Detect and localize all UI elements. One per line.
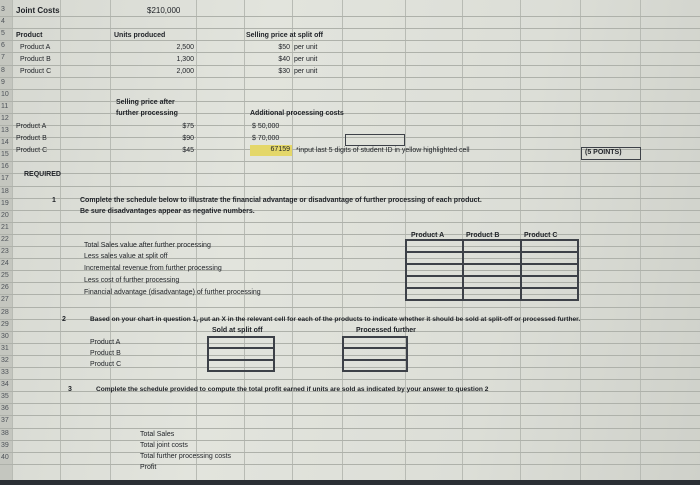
row-gridline: [0, 113, 700, 114]
after-c-price[interactable]: $45: [182, 147, 194, 154]
q1-row-advantage: Financial advantage (disadvantage) of further processing: [84, 289, 261, 296]
screen-bottom-edge: [0, 480, 700, 485]
row-number[interactable]: 6: [1, 42, 5, 50]
row-gridline: [0, 440, 700, 441]
q2-split-cell[interactable]: [208, 337, 274, 348]
q1-cell[interactable]: [406, 240, 463, 252]
product-a-price[interactable]: $50: [278, 44, 290, 51]
row-number[interactable]: 14: [1, 139, 9, 147]
student-id-highlighted-cell[interactable]: 67159: [250, 145, 292, 156]
q3-row-profit: Profit: [140, 464, 157, 471]
q1-row-less-cost: Less cost of further processing: [84, 277, 180, 284]
gridline: [60, 0, 61, 485]
q2-processed-column: [342, 336, 408, 372]
row-number[interactable]: 12: [1, 114, 9, 122]
after-b-price[interactable]: $90: [182, 135, 194, 142]
product-c-price[interactable]: $30: [278, 68, 290, 75]
row-number[interactable]: 3: [1, 6, 5, 13]
row-gridline: [0, 173, 700, 174]
product-b-label[interactable]: Product B: [20, 56, 51, 63]
row-gridline: [0, 40, 700, 41]
additional-costs-header[interactable]: Additional processing costs: [250, 110, 344, 117]
row-number[interactable]: 33: [1, 369, 9, 376]
after-header-line2[interactable]: further processing: [116, 110, 178, 117]
row-number[interactable]: 15: [1, 151, 9, 159]
row-number[interactable]: 35: [1, 393, 9, 401]
gridline: [244, 0, 245, 485]
row-number[interactable]: 27: [1, 296, 9, 304]
row-number[interactable]: 9: [1, 78, 5, 86]
gridline: [640, 0, 641, 485]
after-a-cost[interactable]: $ 50,000: [252, 123, 280, 130]
q1-instruction-line1: Complete the schedule below to illustrate the financial advantage or disadvantage of further processing of each product.: [80, 197, 482, 204]
product-c-per: per unit: [294, 68, 318, 75]
row-gridline: [0, 452, 700, 453]
row-gridline: [0, 89, 700, 90]
row-number[interactable]: 16: [1, 163, 9, 171]
q3-row-total-sales: Total Sales: [140, 431, 175, 438]
row-number[interactable]: 21: [1, 223, 9, 231]
row-gridline: [0, 186, 700, 187]
q2-processed-cell[interactable]: [343, 348, 407, 359]
product-a-label[interactable]: Product A: [20, 44, 51, 51]
q1-cell[interactable]: [463, 264, 520, 276]
q2-row-product-b: Product B: [90, 350, 121, 357]
q2-col-processed: Processed further: [356, 327, 416, 334]
row-number[interactable]: 30: [1, 332, 9, 340]
product-b-units[interactable]: 1,300: [176, 56, 194, 63]
row-number[interactable]: 40: [1, 453, 9, 461]
row-gridline: [0, 101, 700, 102]
product-c-label[interactable]: Product C: [20, 68, 52, 75]
product-a-units[interactable]: 2,500: [176, 44, 194, 51]
points-label: (5 POINTS): [585, 149, 622, 156]
price-header[interactable]: Selling price at split off: [246, 32, 324, 39]
row-number[interactable]: 4: [1, 18, 5, 26]
product-header[interactable]: Product: [16, 32, 43, 39]
product-c-units[interactable]: 2,000: [176, 68, 194, 75]
after-b-cost[interactable]: $ 70,000: [252, 135, 280, 142]
joint-costs-value[interactable]: $210,000: [147, 6, 181, 15]
units-header[interactable]: Units produced: [114, 32, 166, 39]
q1-col-product-a: Product A: [411, 232, 445, 239]
row-number[interactable]: 34: [1, 381, 9, 389]
q2-col-split-off: Sold at split off: [212, 327, 263, 334]
row-number[interactable]: 38: [1, 429, 9, 437]
row-number[interactable]: 39: [1, 441, 9, 449]
row-gridline: [0, 428, 700, 429]
row-number[interactable]: 13: [1, 127, 9, 134]
after-b-label[interactable]: Product B: [16, 135, 47, 142]
q2-split-cell[interactable]: [208, 348, 274, 359]
q3-number: 3: [68, 386, 72, 393]
q1-cell[interactable]: [406, 264, 463, 276]
product-b-price[interactable]: $40: [278, 56, 290, 63]
q1-cell[interactable]: [463, 240, 520, 252]
q3-row-further-costs: Total further processing costs: [140, 453, 232, 460]
row-gridline: [0, 65, 700, 66]
row-number[interactable]: 7: [1, 54, 5, 62]
required-label[interactable]: REQUIRED: [24, 171, 61, 178]
q1-cell[interactable]: [521, 240, 578, 252]
student-id-input-box[interactable]: [345, 134, 405, 146]
row-number[interactable]: 24: [1, 260, 9, 268]
row-gridline: [0, 52, 700, 53]
product-a-per: per unit: [294, 44, 318, 51]
student-id-note: *input last 5 digits of student ID in yellow highlighted cell: [296, 147, 470, 154]
q1-cell[interactable]: [406, 252, 463, 264]
q2-split-off-column: [207, 336, 275, 372]
row-number[interactable]: 19: [1, 199, 9, 207]
row-gridline: [0, 28, 700, 29]
row-gridline: [0, 403, 700, 404]
gridline: [292, 0, 293, 485]
q2-row-product-a: Product A: [90, 339, 121, 346]
q1-cell[interactable]: [406, 276, 463, 288]
row-number[interactable]: 11: [1, 102, 9, 110]
row-number[interactable]: 23: [1, 248, 9, 255]
q2-processed-cell[interactable]: [343, 360, 407, 371]
row-number[interactable]: 17: [1, 175, 9, 183]
q1-number: 1: [52, 197, 56, 204]
q3-instruction: Complete the schedule provided to compute the total profit earned if units are sold as indicated by your answer to question 2: [96, 386, 489, 393]
row-gridline: [0, 222, 700, 223]
after-a-label[interactable]: Product A: [16, 123, 47, 130]
q1-cell[interactable]: [521, 288, 578, 300]
gridline: [342, 0, 343, 485]
q1-row-incremental: Incremental revenue from further processing: [84, 265, 222, 272]
q1-cell[interactable]: [521, 264, 578, 276]
q1-row-less-sales: Less sales value at split off: [84, 253, 168, 260]
q3-row-joint-costs: Total joint costs: [140, 442, 188, 449]
q1-cell[interactable]: [521, 276, 578, 288]
row-gridline: [0, 161, 700, 162]
row-gridline: [0, 234, 700, 235]
q1-col-product-c: Product C: [524, 232, 558, 239]
after-header-line1[interactable]: Selling price after: [116, 99, 175, 106]
q1-col-product-b: Product B: [466, 232, 500, 239]
row-gridline: [0, 415, 700, 416]
row-gridline: [0, 464, 700, 465]
q1-cell[interactable]: [463, 276, 520, 288]
row-number[interactable]: 22: [1, 235, 9, 243]
row-gridline: [0, 16, 700, 17]
q2-processed-cell[interactable]: [343, 337, 407, 348]
row-number[interactable]: 31: [1, 344, 9, 352]
row-gridline: [0, 307, 700, 308]
row-gridline: [0, 331, 700, 332]
q2-number: 2: [62, 316, 66, 323]
row-gridline: [0, 77, 700, 78]
q1-cell[interactable]: [521, 252, 578, 264]
q2-row-product-c: Product C: [90, 361, 122, 368]
product-b-per: per unit: [294, 56, 318, 63]
q1-answer-grid: [405, 239, 579, 301]
gridline: [580, 0, 581, 485]
q1-cell[interactable]: [463, 252, 520, 264]
q2-split-cell[interactable]: [208, 360, 274, 371]
q2-instruction: Based on your chart in question 1, put an X in the relevant cell for each of the products to indicate whether it should be sold at split-off or processed further.: [90, 316, 581, 323]
row-number[interactable]: 36: [1, 405, 9, 413]
row-number[interactable]: 26: [1, 284, 9, 292]
row-number[interactable]: 5: [1, 30, 5, 38]
row-number[interactable]: 8: [1, 66, 5, 74]
q1-row-total-sales: Total Sales value after further processing: [84, 242, 211, 249]
q1-cell[interactable]: [406, 288, 463, 300]
row-number[interactable]: 18: [1, 187, 9, 195]
row-gridline: [0, 125, 700, 126]
row-number[interactable]: 10: [1, 90, 9, 98]
row-number[interactable]: 28: [1, 308, 9, 316]
row-gridline: [0, 379, 700, 380]
joint-costs-label[interactable]: Joint Costs: [16, 6, 60, 15]
row-number[interactable]: 29: [1, 320, 9, 328]
row-number[interactable]: 20: [1, 211, 9, 219]
after-a-price[interactable]: $75: [182, 123, 194, 130]
row-number[interactable]: 25: [1, 272, 9, 280]
row-number[interactable]: 32: [1, 356, 9, 364]
q1-instruction-line2: Be sure disadvantages appear as negative numbers.: [80, 208, 255, 215]
after-c-label[interactable]: Product C: [16, 147, 48, 154]
q1-cell[interactable]: [463, 288, 520, 300]
row-number[interactable]: 37: [1, 417, 9, 425]
